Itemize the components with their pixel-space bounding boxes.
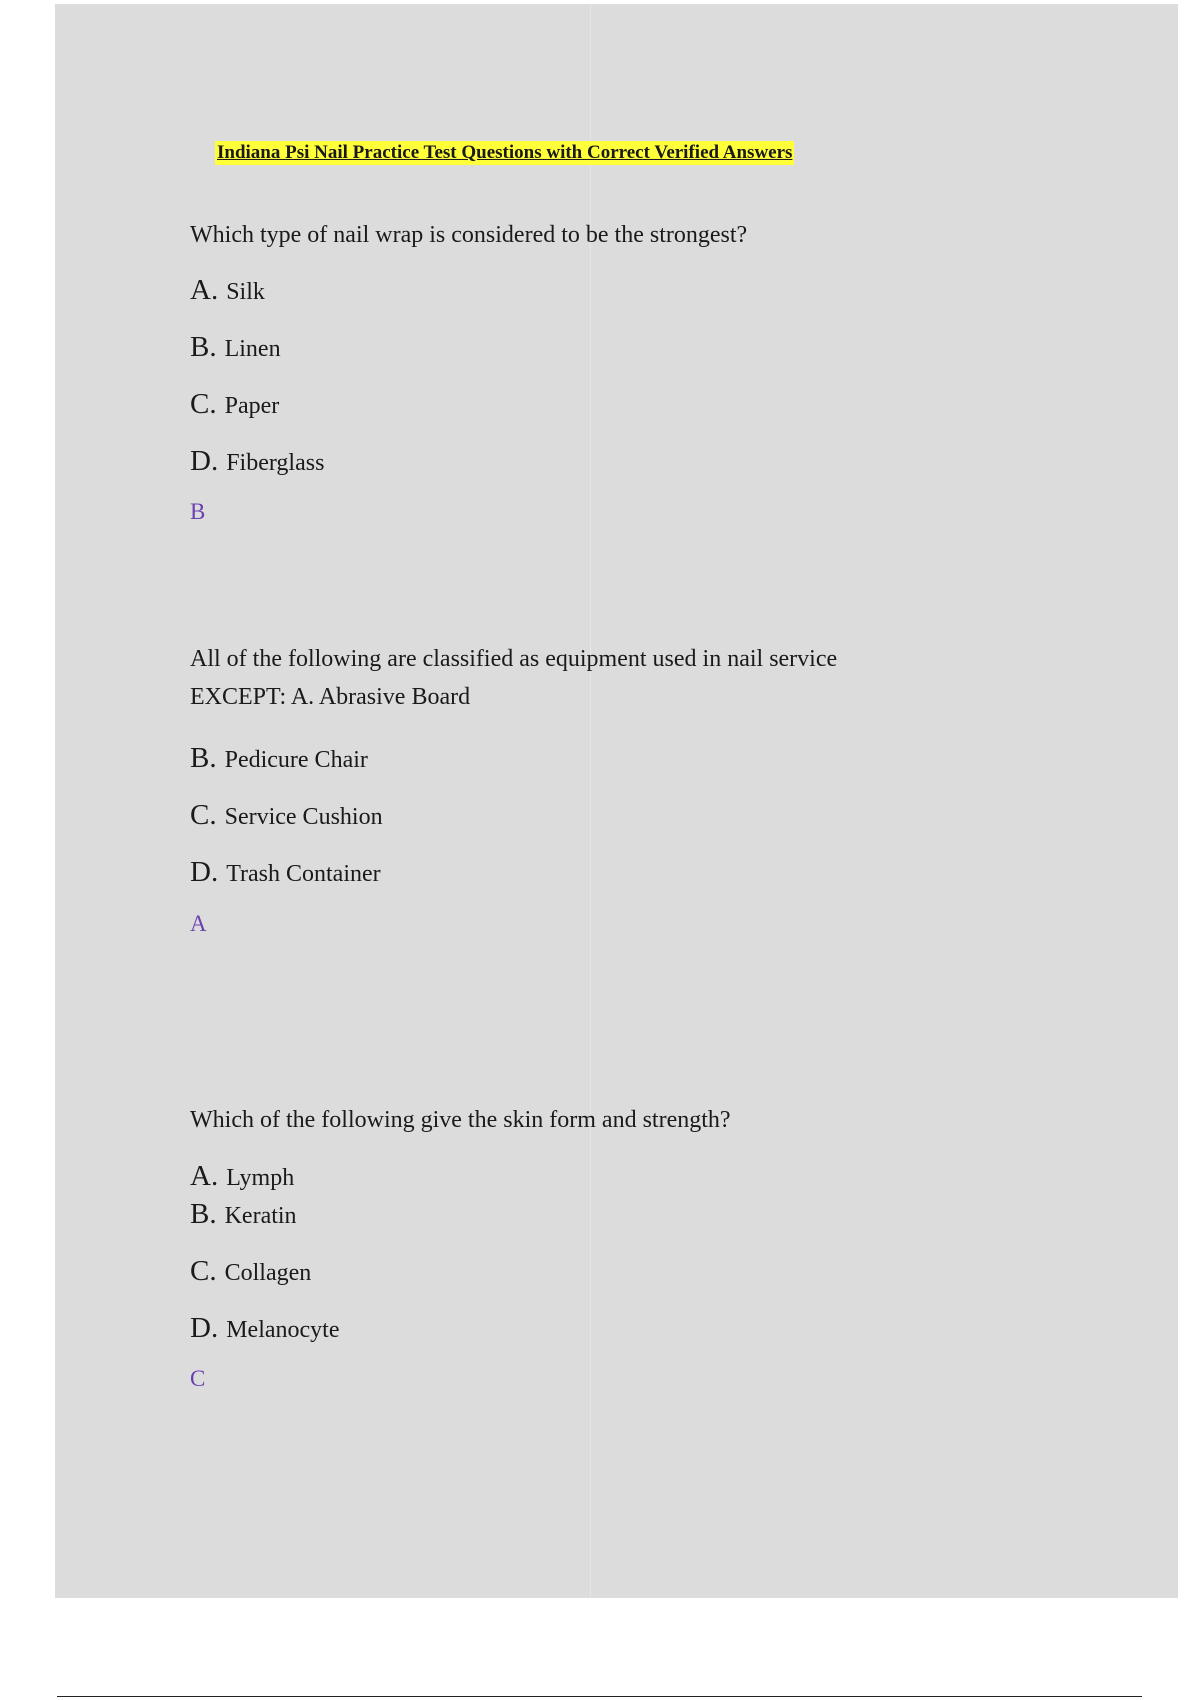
question-2-option-d: [190, 854, 381, 892]
option-letter: A.: [190, 1160, 219, 1192]
question-1-text: Which type of nail wrap is considered to be the strongest?: [190, 222, 748, 248]
question-1-answer: B: [190, 499, 206, 524]
option-text: Silk: [226, 279, 265, 305]
option-letter: D.: [190, 1312, 219, 1344]
option-letter: B.: [190, 331, 217, 363]
option-text: Paper: [224, 393, 280, 419]
option-text: Melanocyte: [226, 1317, 340, 1343]
option-text: Collagen: [224, 1260, 312, 1286]
question-2-option-b: [190, 740, 368, 778]
option-text: Fiberglass: [226, 450, 325, 476]
option-letter: C.: [190, 1255, 217, 1287]
question-1-option-d: [190, 443, 324, 481]
footer-rule: [57, 1696, 1142, 1697]
question-3-option-d: [190, 1310, 340, 1348]
question-3-option-b: [190, 1196, 297, 1234]
question-2-text-line-2: EXCEPT: A. Abrasive Board: [190, 684, 471, 710]
question-2-text-line-1: All of the following are classified as equipment used in nail service: [190, 646, 838, 672]
question-3-text: Which of the following give the skin form and strength?: [190, 1107, 731, 1133]
option-letter: C.: [190, 799, 217, 831]
option-text: Lymph: [226, 1165, 295, 1191]
question-3-option-a: [190, 1158, 294, 1196]
option-text: Linen: [224, 336, 281, 362]
option-text: Trash Container: [226, 861, 381, 887]
option-letter: B.: [190, 1198, 217, 1230]
option-text: Pedicure Chair: [224, 747, 368, 773]
option-letter: D.: [190, 445, 219, 477]
option-text: Service Cushion: [224, 804, 383, 830]
question-3-answer: C: [190, 1366, 206, 1391]
question-2-option-c: [190, 797, 383, 835]
option-letter: A.: [190, 274, 219, 306]
option-letter: D.: [190, 856, 219, 888]
question-1-option-c: [190, 386, 279, 424]
document-title: Indiana Psi Nail Practice Test Questions with Correct Verified Answers: [217, 142, 793, 163]
option-letter: B.: [190, 742, 217, 774]
question-3-option-c: [190, 1253, 311, 1291]
option-text: Keratin: [224, 1203, 297, 1229]
question-1-option-b: [190, 329, 281, 367]
question-2-answer: A: [190, 911, 207, 936]
question-1-option-a: [190, 272, 265, 310]
option-letter: C.: [190, 388, 217, 420]
